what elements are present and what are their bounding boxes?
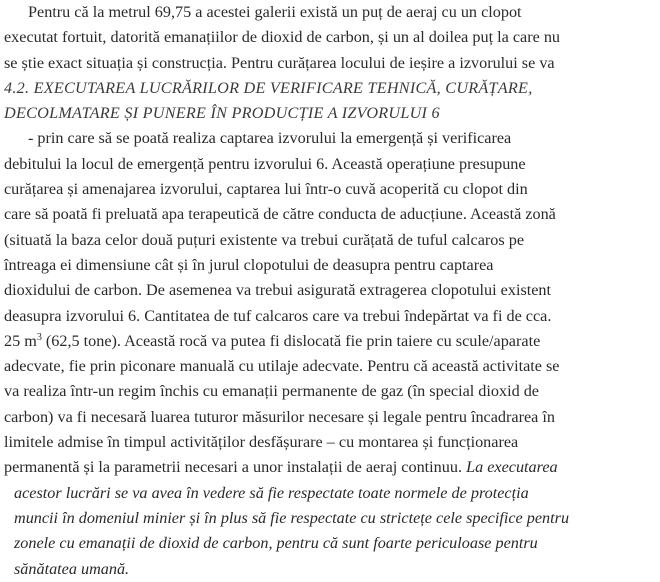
text-line: întreaga ei dimensiune cât și în jurul clopotului de deasupra pentru captarea [4,255,494,274]
italic-safety-note [4,481,656,582]
text-line: deasupra izvorului 6. Cantitatea de tuf calcaros care va trebui îndepărtat va fi de cca. [4,306,552,325]
text-line-volume [4,329,540,354]
italic-line: acestor lucrări se va avea în vedere să fie respectate toate normele de protecția [14,483,529,502]
text-line: dioxidului de carbon. De asemenea va trebui asigurată extragerea clopotului existent [4,281,552,300]
text-line: executat fortuit, datorită emanațiilor de dioxid de carbon, și un al doilea puț la care nu [4,28,561,47]
volume-value: 25 m [4,331,37,350]
volume-exponent: 3 [36,331,42,343]
text-line-mixed [4,455,558,480]
text-line: va realiza într-un regim închis cu emanații permanente de gaz (în special dioxid de [4,382,539,401]
text-line: (situată la baza celor două puțuri existente va trebui curățată de tuful calcaros pe [4,230,525,249]
paragraph-galerie [4,0,656,76]
text-line: debitului la locul de emergență pentru izvorului 6. Această operațiune presupune [4,154,526,173]
text-line: adecvate, fie prin piconare manuală cu utilaje adecvate. Pentru că această activitate se [4,357,560,376]
text-line: curățarea și amenajarea izvorului, captarea lui într-o cuvă acoperită cu clopot din [4,180,528,199]
text-normal-part: permanentă și la parametrii necesari a unor instalații de aeraj continuu. [4,458,467,477]
paragraph-izvor-6 [4,126,656,581]
text-line: care să poată fi preluată apa terapeutică de către conducta de aducțiune. Această zonă [4,205,556,224]
italic-line: muncii în domeniul minier și în plus să fie respectate cu strictețe cele specifice pentru [14,508,570,527]
section-heading [4,76,656,127]
text-line: Pentru că la metrul 69,75 a acestei galerii există un puț de aeraj cu un clopot [28,3,522,21]
text-line: carbon) va fi necesară luarea tuturor măsurilor necesare și legale pentru încadrarea în [4,407,555,426]
section-heading-line: 4.2. EXECUTAREA LUCRĂRILOR DE VERIFICARE TEHNICĂ, CURĂȚARE, [4,78,533,97]
text-line: se știe exact situația și construcția. Pentru curățarea locului de ieșire a izvorului se va [4,53,555,72]
italic-line: zonele cu emanații de dioxid de carbon, pentru că sunt foarte periculoase pentru [14,534,538,553]
document-page [4,0,656,582]
italic-line: sănătatea umană. [14,559,130,578]
text-line: - prin care să se poată realiza captarea izvorului la emergență și verificarea [28,129,512,148]
text-line: limitele admise în timpul activităților desfășurare – cu montarea și funcționarea [4,433,519,452]
text-italic-part: La executarea [466,458,558,477]
section-heading-line: DECOLMATARE ȘI PUNERE ÎN PRODUCȚIE A IZVORULUI 6 [4,104,440,123]
volume-rest: (62,5 tone). Această rocă va putea fi dislocată fie prin taiere cu scule/aparate [41,331,541,350]
